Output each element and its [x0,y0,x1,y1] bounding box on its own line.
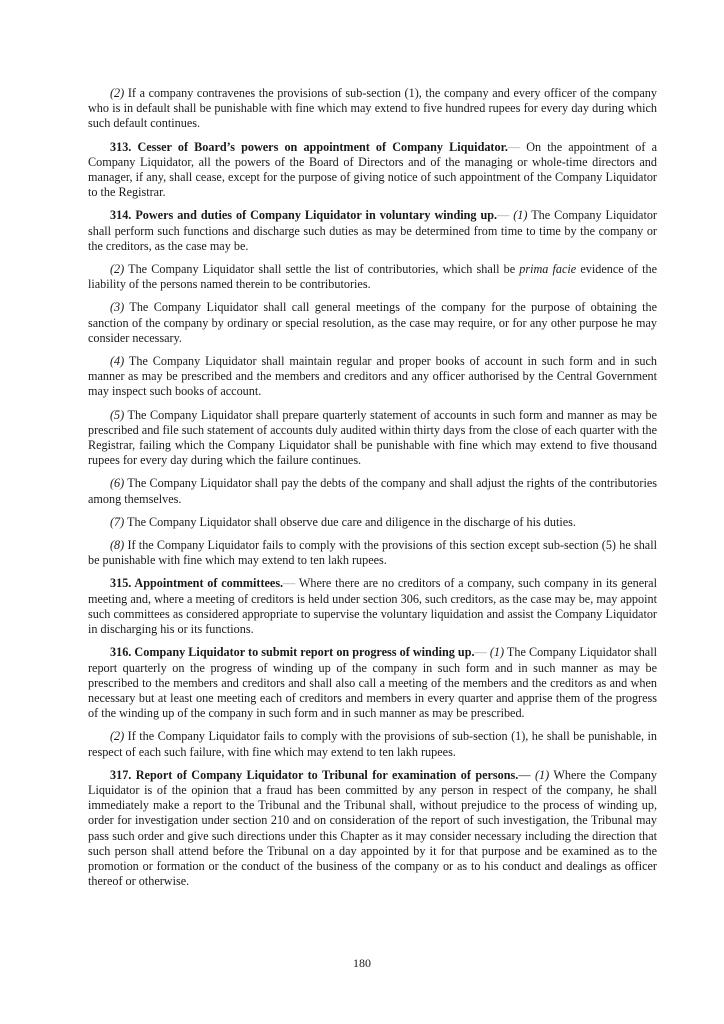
paragraph [88,300,657,346]
subsection-number: (3) [110,300,125,315]
paragraph-text: If the Company Liquidator fails to comply with the provisions of sub-section (1), he shall be punishable, in respect of each such failure, with fine which may extend to ten lakh rupees. [88,729,657,759]
section-314 [88,208,657,254]
subsection-number: (5) [110,407,125,422]
paragraph [88,86,657,132]
paragraph-text-continued: evidence of the liability of the persons named therein to be contributories. [88,262,657,292]
paragraph-text: On the appointment of a Company Liquidator, all the powers of the Board of Directors and of the managing or whole-time directors and manager, if any, shall cease, except for the purpose of giving notice of such appointment of the Company Liquidator to the Registrar. [88,139,657,200]
paragraph [88,262,657,292]
subsection-number: (2) [110,262,125,277]
paragraph-text: If the Company Liquidator fails to comply with the provisions of this section except sub-section (5) he shall be punishable with fine which may extend to ten lakh rupees. [88,538,657,568]
section-heading: 315. Appointment of committees. [110,576,284,591]
paragraph-text: The Company Liquidator shall call general meetings of the company for the purpose of obtaining the sanction of the company by ordinary or special resolution, as the case may require, or for any other purpose he may consider necessary. [88,300,657,345]
section-315 [88,576,657,637]
subsection-number: (2) [110,729,125,744]
section-heading: 316. Company Liquidator to submit report on progress of winding up. [110,645,475,660]
subsection-number: (1) [509,208,528,223]
paragraph-text: Where the Company Liquidator is of the opinion that a fraud has been committed by any person in respect of the company, he shall immediately make a report to the Tribunal and the Tribunal shall, without prejudice to the process of winding up, order for investigation under section 210 and on consideration of the report of such investigation, the Tribunal may pass such order and give such directions under this Chapter as it may consider necessary including the direction that such person shall attend before the Tribunal on a day appointed by it for that purpose and be examined as to the promotion or formation or the conduct of the business of the company or as to his conduct and dealings as officer thereof or otherwise. [88,767,657,889]
page-number: 180 [353,956,371,970]
section-317 [88,768,657,890]
em-dash: — [474,645,487,660]
paragraph-text: The Company Liquidator shall prepare quarterly statement of accounts in such form and manner as may be prescribed and file such statement of accounts duly audited within thirty days from the close of each quarter with the Registrar, failing which the Company Liquidator shall be punishable with fine which may extend to five thousand rupees for every day during which the failure continues. [88,407,657,468]
paragraph-text: The Company Liquidator shall maintain regular and proper books of account in such form and in such manner as may be prescribed and the members and creditors and any officer authorised by the Central Government may inspect such books of account. [88,354,657,399]
paragraph [88,476,657,506]
paragraph [88,408,657,469]
italic-term: prima facie [519,262,577,277]
section-316 [88,645,657,721]
paragraph-text: The Company Liquidator shall perform such functions and discharge such duties as may be determined from time to time by the company or the creditors, as the case may be. [88,208,657,253]
paragraph [88,538,657,568]
em-dash: — [497,208,510,223]
paragraph-text: The Company Liquidator shall pay the debts of the company and shall adjust the rights of the contributories among themselves. [88,476,657,506]
em-dash: — [518,767,531,782]
subsection-number: (1) [486,645,505,660]
section-heading: 314. Powers and duties of Company Liquidator in voluntary winding up. [110,208,498,223]
subsection-number: (4) [110,354,125,369]
subsection-number: (2) [110,86,125,100]
paragraph [88,354,657,400]
em-dash: — [507,139,521,154]
subsection-number: (8) [110,538,125,553]
subsection-number: (7) [110,514,125,529]
paragraph-text: The Company Liquidator shall observe due care and diligence in the discharge of his duties. [124,514,576,529]
section-heading: 317. Report of Company Liquidator to Tribunal for examination of persons. [110,767,519,782]
paragraph-text: The Company Liquidator shall report quarterly on the progress of winding up of the company in such form and in such manner as may be prescribed to the members and creditors and shall also call a meeting of the members and the creditors as and when necessary but at least one meeting each of creditors and members in every quarter and apprise them of the progress of the winding up of the company in such form and in such manner as may be prescribed. [88,645,657,721]
section-313 [88,140,657,201]
subsection-number: (6) [110,476,125,491]
paragraph [88,729,657,759]
em-dash: — [283,576,296,591]
paragraph-text: If a company contravenes the provisions of sub-section (1), the company and every officer of the company who is in default shall be punishable with fine which may extend to five hundred rupees for every day during which such default continues. [88,86,657,131]
section-heading: 313. Cesser of Board’s powers on appointment of Company Liquidator. [110,139,508,154]
paragraph [88,515,657,530]
subsection-number: (1) [530,767,550,782]
paragraph-text: Where there are no creditors of a company, such company in its general meeting and, where a meeting of creditors is held under section 306, such creditors, as the case may be, may appoint such committees as considered appropriate to supervise the voluntary liquidation and assist the Company Liquidator in discharging his or its functions. [88,576,657,637]
document-page [88,86,657,897]
paragraph-text: The Company Liquidator shall settle the list of contributories, which shall be [124,262,520,277]
